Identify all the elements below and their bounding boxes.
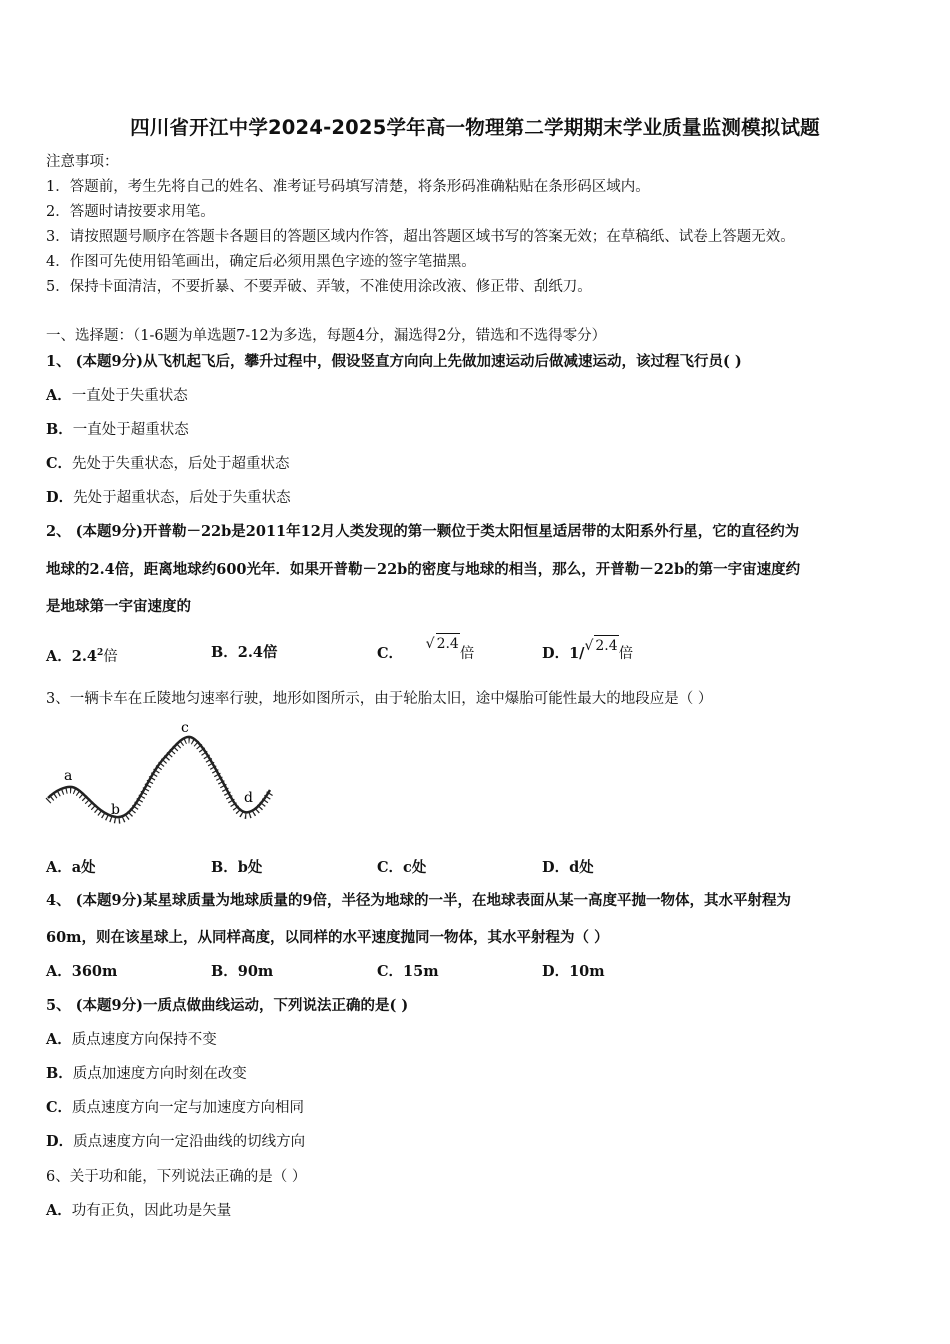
question-2-line1: 2、 (本题9分)开普勒－22b是2011年12月人类发现的第一颗位于类太阳恒星适居带的太阳系外行星，它的直径约为 [46,523,800,540]
option-letter: A． [46,387,72,404]
option-letter: D． [46,489,74,506]
option-letter: C． [46,455,73,472]
question-2-line2: 地球的2.4倍，距离地球约600光年．如果开普勒－22b的密度与地球的相当，那么，开普勒－22b的第一宇宙速度约 [46,561,801,578]
question-6-stem: 6、关于功和能，下列说法正确的是（ ） [46,1169,307,1185]
q5-option-a: A．质点速度方向保持不变 [46,1031,217,1048]
q3-option-c: C．c处 [377,859,427,876]
q3-option-d: D．d处 [542,859,594,876]
q3-option-b: B．b处 [211,859,263,876]
q4-option-d: D．10m [542,963,605,980]
page-title: 四川省开江中学2024-2025学年高一物理第二学期期末学业质量监测模拟试题 [130,116,820,139]
q5-option-d: D．质点速度方向一定沿曲线的切线方向 [46,1133,306,1150]
notice-item: 4．作图可先使用铅笔画出，确定后必须用黑色字迹的签字笔描黑。 [46,254,476,270]
option-letter: B． [46,1065,73,1082]
option-letter: B． [46,421,73,438]
notice-item: 5．保持卡面清洁，不要折暴、不要弄破、弄皱，不准使用涂改液、修正带、刮纸刀。 [46,279,592,295]
q2-option-d: D．1/√ 2.4倍 [542,643,633,664]
q2-option-a: A．$2.4^2$倍 [46,647,118,665]
sqrt-symbol: √ 2.4 [584,635,618,656]
notice-item: 2．答题时请按要求用笔。 [46,204,215,220]
section-heading: 一、选择题：（1-6题为单选题7-12为多选，每题4分，漏选得2分，错选和不选得零分） [46,328,607,344]
label-a: a [64,768,73,784]
option-letter: A． [46,1202,72,1219]
question-5-stem: 5、 (本题9分)一质点做曲线运动，下列说法正确的是( ) [46,997,409,1014]
terrain-figure [44,716,276,826]
notice-heading: 注意事项： [46,154,119,170]
q6-option-a: A．功有正负，因此功是矢量 [46,1202,232,1219]
q5-option-c: C．质点速度方向一定与加速度方向相同 [46,1099,305,1116]
question-1-stem: 1、 (本题9分)从飞机起飞后，攀升过程中，假设竖直方向向上先做加速运动后做减速运动，该过程飞行员( ) [46,353,742,370]
q4-option-b: B．90m [211,963,274,980]
option-letter: A． [46,1031,72,1048]
notice-item: 1．答题前，考生先将自己的姓名、准考证号码填写清楚，将条形码准确粘贴在条形码区域内。 [46,179,650,195]
q1-option-b: B．一直处于超重状态 [46,421,189,438]
sqrt-symbol: √ 2.4 [426,633,460,654]
notice-item: 3．请按照题号顺序在答题卡各题目的答题区域内作答，超出答题区域书写的答案无效；在草稿纸、试卷上答题无效。 [46,229,795,245]
q4-option-c: C．15m [377,963,439,980]
q1-option-a: A．一直处于失重状态 [46,387,188,404]
question-3-stem: 3、一辆卡车在丘陵地匀速率行驶，地形如图所示，由于轮胎太旧，途中爆胎可能性最大的地段应是（ ） [46,691,713,707]
q2-option-c: C． √ 2.4倍 [377,643,474,664]
q1-option-c: C．先处于失重状态，后处于超重状态 [46,455,290,472]
question-2-line3: 是地球第一宇宙速度的 [46,598,191,615]
q5-option-b: B．质点加速度方向时刻在改变 [46,1065,247,1082]
option-letter: D． [46,1133,74,1150]
question-4-line1: 4、 (本题9分)某星球质量为地球质量的9倍，半径为地球的一半，在地球表面从某一高度平抛一物体，其水平射程为 [46,892,792,909]
terrain-hatching [48,740,270,820]
q3-option-a: A．a处 [46,859,96,876]
label-b: b [111,802,120,818]
option-letter: C． [46,1099,73,1116]
question-4-line2: 60m，则在该星球上，从同样高度，以同样的水平速度抛同一物体，其水平射程为（ ） [46,929,609,946]
label-d: d [244,790,253,806]
label-c: c [181,720,189,736]
terrain-curve [48,737,270,817]
q1-option-d: D．先处于超重状态，后处于失重状态 [46,489,291,506]
q4-option-a: A．360m [46,963,118,980]
q2-option-b: B．2.4倍 [211,644,278,661]
